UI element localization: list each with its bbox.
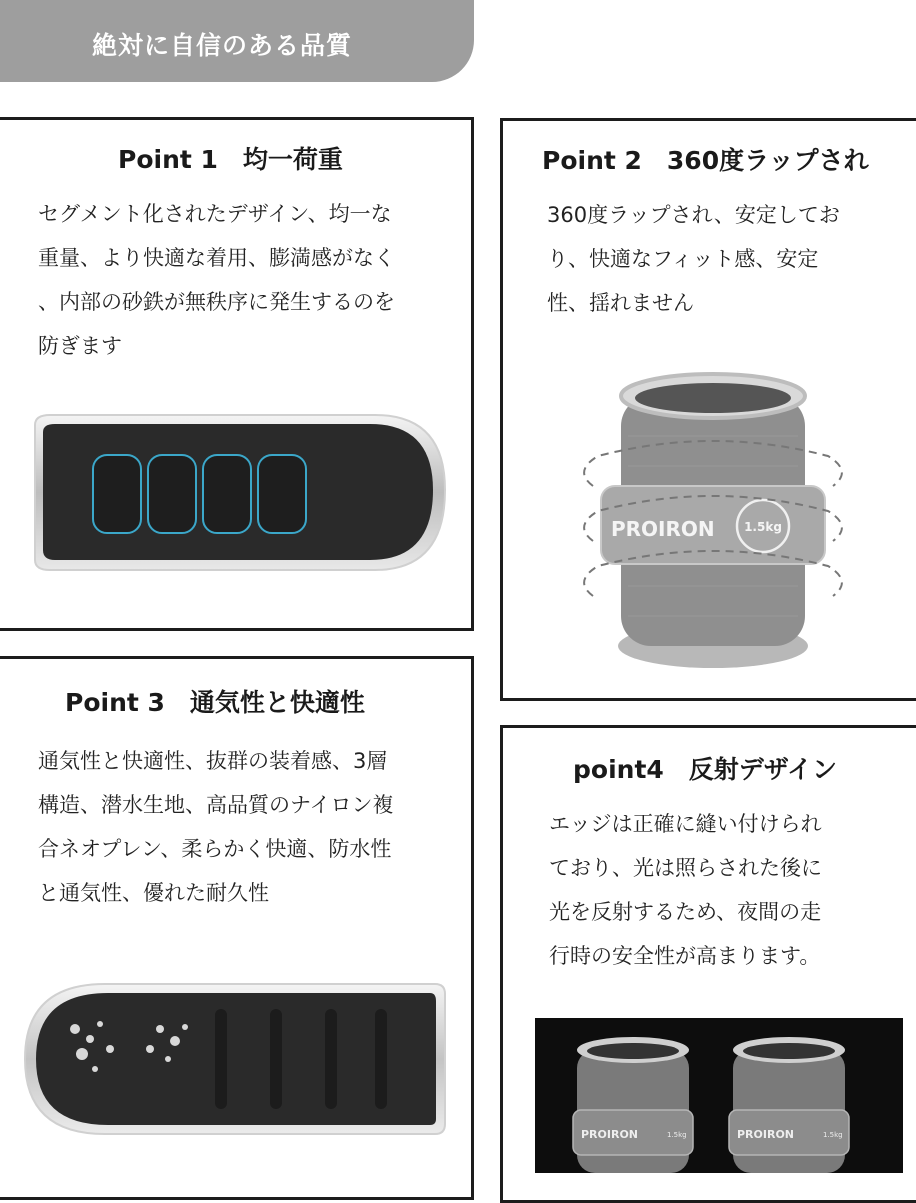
- point3-line: 通気性と快適性、抜群の装着感、3層: [38, 749, 388, 773]
- point2-line: り、快適なフィット感、安定: [547, 247, 819, 271]
- point4-panel: [500, 725, 916, 1203]
- point4-title: point4 反射デザイン: [573, 755, 838, 784]
- product-brand-text: PROIRON: [611, 517, 715, 541]
- segmented-pad-image: [25, 410, 450, 575]
- point3-line: 構造、潜水生地、高品質のナイロン複: [38, 793, 394, 817]
- reflect-weight-right: 1.5kg: [823, 1131, 843, 1139]
- point2-line: 性、揺れません: [547, 291, 694, 315]
- point3-line: 合ネオプレン、柔らかく快適、防水性: [38, 837, 392, 861]
- product-weight-text: 1.5kg: [744, 520, 782, 534]
- point1-body: [38, 192, 395, 368]
- point4-body: [549, 802, 822, 978]
- point1-line: セグメント化されたデザイン、均一な: [38, 202, 392, 226]
- point1-line: 、内部の砂鉄が無秩序に発生するのを: [38, 290, 395, 314]
- point4-line: エッジは正確に縫い付けられ: [549, 812, 822, 836]
- point2-body: [547, 193, 840, 325]
- point4-line: 光を反射するため、夜間の走: [549, 900, 822, 924]
- reflect-brand-right: PROIRON: [737, 1128, 795, 1141]
- point1-panel: [0, 117, 474, 631]
- ankle-weight-image: [573, 366, 853, 676]
- section-banner: [0, 0, 474, 82]
- point4-line: 行時の安全性が高まります。: [549, 944, 821, 968]
- point1-line: 防ぎます: [38, 334, 122, 358]
- point1-title: Point 1 均一荷重: [118, 145, 343, 174]
- point1-line: 重量、より快適な着用、膨満感がなく: [38, 246, 395, 270]
- point3-panel: [0, 656, 474, 1200]
- point2-line: 360度ラップされ、安定してお: [547, 203, 840, 227]
- point2-panel: [500, 118, 916, 701]
- reflect-brand-left: PROIRON: [581, 1128, 639, 1141]
- point4-line: ており、光は照らされた後に: [549, 856, 822, 880]
- point2-title: Point 2 360度ラップされ: [542, 146, 869, 175]
- point3-title: Point 3 通気性と快適性: [65, 688, 365, 717]
- point3-line: と通気性、優れた耐久性: [38, 881, 269, 905]
- breathable-pad-image: [20, 979, 450, 1139]
- reflect-weight-left: 1.5kg: [667, 1131, 687, 1139]
- banner-title: 絶対に自信のある品質: [92, 31, 353, 60]
- reflective-design-image: [535, 1018, 903, 1173]
- point3-body: [38, 739, 394, 915]
